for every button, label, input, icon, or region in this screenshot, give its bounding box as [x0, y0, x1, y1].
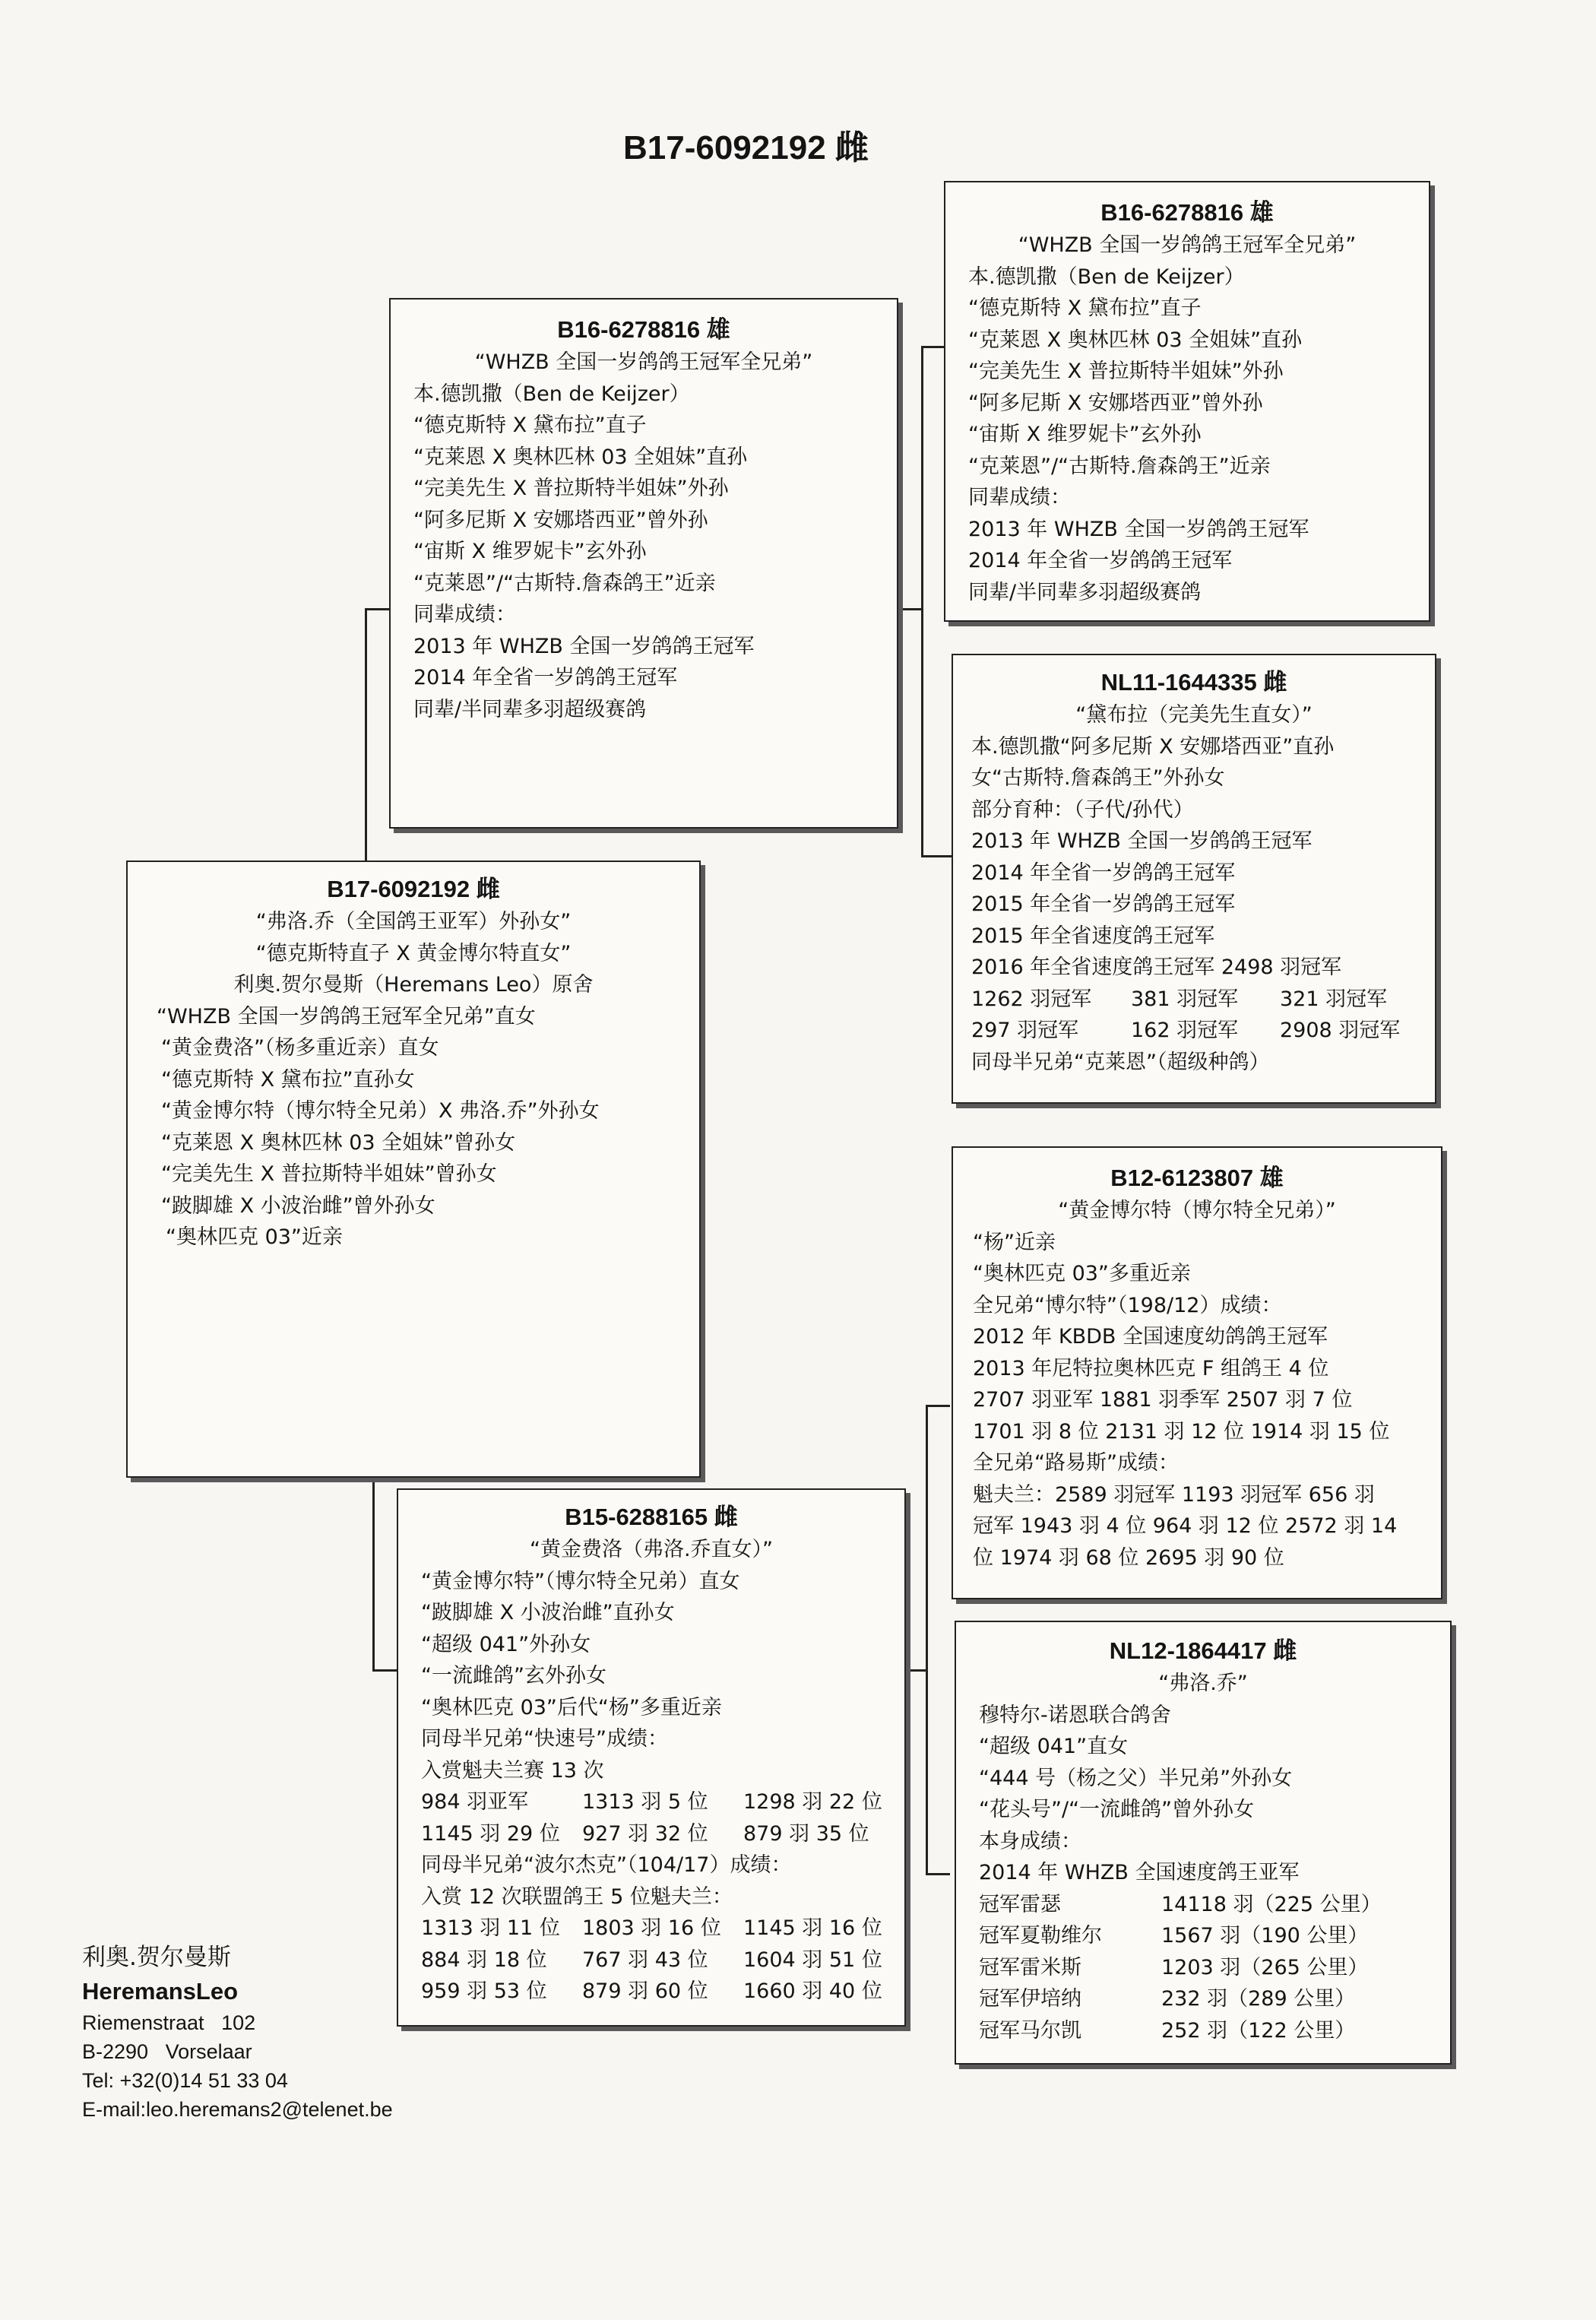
dam-dam-result-row [979, 1889, 1450, 1921]
subject-line: “德克斯特 X 黛布拉”直孙女 [161, 1067, 415, 1092]
breeder-phone: Tel: +32(0)14 51 33 04 [82, 2069, 288, 2092]
sire-line: “克莱恩”/“古斯特.詹森鸽王”近亲 [413, 571, 716, 595]
connector-dam-right-top [926, 1405, 950, 1407]
sire-box [389, 298, 898, 829]
sire-line: 同辈成绩： [413, 603, 516, 626]
sire-sire-line: “完美先生 X 普拉斯特半姐妹”外孙 [968, 360, 1284, 383]
sire-dam-line: 2015 年全省速度鸽王冠军 [971, 924, 1215, 948]
sire-dam-result-cell: 1262 羽冠军 [971, 987, 1092, 1011]
dam-sire-line: 2012 年 KBDB 全国速度幼鸽鸽王冠军 [973, 1325, 1328, 1349]
sire-dam-result-cell: 381 羽冠军 [1131, 987, 1239, 1011]
dam-dam-result-row [979, 1920, 1450, 1952]
dam-sire-box [952, 1146, 1442, 1599]
connector-dam-right-vertical [926, 1405, 928, 1875]
dam-line: “超级 041”外孙女 [421, 1632, 591, 1656]
page-title: B17-6092192 雌 [623, 129, 869, 166]
sire-sire-line: 本.德凯撒（Ben de Keijzer） [968, 265, 1245, 289]
dam-dam-line: “花头号”/“一流雌鸽”曾外孙女 [979, 1798, 1255, 1821]
sire-line: “克莱恩 X 奥林匹林 03 全姐妹”直孙 [413, 445, 748, 469]
dam-dam-line: “超级 041”直女 [979, 1735, 1129, 1758]
sire-dam-result-cell: 321 羽冠军 [1280, 987, 1388, 1011]
sire-dam-line: “黛布拉（完美先生直女）” [1075, 703, 1313, 727]
dam-sire-ring-number: B12-6123807 雄 [1110, 1165, 1284, 1191]
breeder-name: HeremansLeo [82, 1978, 239, 2005]
sire-line: “完美先生 X 普拉斯特半姐妹”外孙 [413, 477, 729, 500]
sire-ring-number: B16-6278816 雄 [557, 316, 730, 343]
sire-line: 2014 年全省一岁鸽鸽王冠军 [413, 666, 678, 689]
breeder-city: B-2290 Vorselaar [82, 2040, 252, 2063]
sire-sire-line: “克莱恩 X 奥林匹林 03 全姐妹”直孙 [968, 328, 1303, 352]
sire-sire-line: 同辈/半同辈多羽超级赛鸽 [968, 580, 1202, 604]
breeder-name-chinese: 利奥.贺尔曼斯 [82, 1944, 231, 1971]
dam-dam-race-result: 1203 羽（265 公里） [1161, 1955, 1369, 1979]
sire-dam-result-cell: 162 羽冠军 [1131, 1019, 1239, 1042]
dam-result-cell: 879 羽 60 位 [582, 1979, 708, 2003]
dam-line: “奥林匹克 03”后代“杨”多重近亲 [421, 1695, 722, 1719]
sire-line: “阿多尼斯 X 安娜塔西亚”曾外孙 [413, 508, 708, 532]
dam-sire-line: 1701 羽 8 位 2131 羽 12 位 1914 羽 15 位 [973, 1419, 1390, 1444]
sire-sire-line: 同辈成绩： [968, 486, 1071, 509]
connector-sire-bottom [921, 855, 952, 857]
sire-dam-line: 本.德凯撒“阿多尼斯 X 安娜塔西亚”直孙 [971, 734, 1335, 759]
dam-result-cell: 1145 羽 29 位 [421, 1821, 560, 1846]
sire-line: “宙斯 X 维罗妮卡”玄外孙 [413, 540, 647, 563]
dam-sire-line: 2707 羽亚军 1881 羽季军 2507 羽 7 位 [973, 1388, 1353, 1412]
dam-sire-line: “杨”近亲 [973, 1230, 1056, 1254]
dam-line: “黄金费洛（弗洛.乔直女）” [529, 1538, 774, 1561]
dam-dam-line: “444 号（杨之父）半兄弟”外孙女 [979, 1766, 1293, 1790]
sire-line: “德克斯特 X 黛布拉”直子 [413, 414, 647, 437]
sire-dam-line: 同母半兄弟“克莱恩”（超级种鸽） [971, 1050, 1270, 1074]
dam-dam-box [955, 1621, 1452, 2065]
sire-line: “WHZB 全国一岁鸽鸽王冠军全兄弟” [474, 350, 813, 374]
subject-line: “黄金费洛”（杨多重近亲）直女 [161, 1036, 439, 1060]
subject-line: “WHZB 全国一岁鸽鸽王冠军全兄弟”直女 [157, 1004, 536, 1028]
dam-result-cell: 927 羽 32 位 [582, 1821, 708, 1846]
dam-dam-ring-number: NL12-1864417 雌 [1109, 1637, 1297, 1664]
breeder-contact [82, 1940, 477, 2124]
sire-line: 本.德凯撒（Ben de Keijzer） [413, 382, 690, 406]
dam-sire-line: 全兄弟“路易斯”成绩： [973, 1451, 1179, 1475]
subject-line: “德克斯特直子 X 黄金博尔特直女” [255, 941, 572, 965]
dam-dam-race-result: 252 羽（122 公里） [1161, 2018, 1356, 2043]
sire-dam-line: 2014 年全省一岁鸽鸽王冠军 [971, 860, 1236, 885]
breeder-email[interactable]: E-mail:leo.heremans2@telenet.be [82, 2098, 393, 2121]
sire-sire-line: “克莱恩”/“古斯特.詹森鸽王”近亲 [968, 454, 1271, 478]
connector-dam-right-bottom [926, 1873, 950, 1875]
connector-dam-vertical [372, 1481, 375, 1671]
dam-result-cell: 1604 羽 51 位 [743, 1948, 882, 1972]
dam-result-cell: 879 羽 35 位 [743, 1821, 869, 1846]
dam-sire-line: 位 1974 羽 68 位 2695 羽 90 位 [973, 1545, 1284, 1570]
sire-sire-line: 2013 年 WHZB 全国一岁鸽鸽王冠军 [968, 517, 1309, 541]
sire-dam-result-row [971, 1015, 1435, 1047]
sire-dam-line: 2013 年 WHZB 全国一岁鸽鸽王冠军 [971, 829, 1313, 853]
dam-dam-race: 冠军马尔凯 [979, 2018, 1081, 2043]
breeder-street: Riemenstraat 102 [82, 2011, 256, 2034]
sire-sire-line: “WHZB 全国一岁鸽鸽王冠军全兄弟” [1018, 233, 1357, 257]
dam-dam-race-result: 1567 羽（190 公里） [1161, 1924, 1369, 1948]
sire-dam-result-cell: 297 羽冠军 [971, 1019, 1079, 1042]
dam-line: 入赏魁夫兰赛 13 次 [421, 1758, 604, 1783]
sire-sire-line: 2014 年全省一岁鸽鸽王冠军 [968, 549, 1233, 572]
sire-sire-line: “德克斯特 X 黛布拉”直子 [968, 296, 1202, 320]
dam-result-row [421, 1818, 904, 1850]
sire-line: 2013 年 WHZB 全国一岁鸽鸽王冠军 [413, 634, 755, 658]
sire-dam-result-row [971, 984, 1435, 1016]
connector-subject-sire [365, 608, 389, 610]
sire-dam-line: 2015 年全省一岁鸽鸽王冠军 [971, 892, 1236, 916]
subject-line: “黄金博尔特（博尔特全兄弟）X 弗洛.乔”外孙女 [161, 1099, 600, 1123]
sire-dam-box [952, 654, 1436, 1104]
subject-line: “弗洛.乔（全国鸽王亚军）外孙女” [255, 910, 572, 933]
dam-line: “黄金博尔特”（博尔特全兄弟）直女 [421, 1569, 740, 1593]
dam-dam-result-row [979, 1983, 1450, 2015]
subject-line: 利奥.贺尔曼斯（Heremans Leo）原舍 [233, 973, 594, 997]
dam-result-cell: 1313 羽 5 位 [582, 1790, 708, 1814]
dam-sire-line: 全兄弟“博尔特”（198/12）成绩： [973, 1293, 1282, 1317]
dam-result-row [421, 1944, 904, 1976]
dam-dam-race: 冠军雷瑟 [979, 1892, 1061, 1916]
dam-result-cell: 1803 羽 16 位 [582, 1916, 721, 1940]
subject-line: “完美先生 X 普拉斯特半姐妹”曾孙女 [161, 1162, 497, 1186]
connector-subject-vertical [365, 608, 367, 860]
dam-dam-result-row [979, 1952, 1450, 1984]
dam-dam-line: “弗洛.乔” [1158, 1672, 1248, 1695]
sire-dam-line: 女“古斯特.詹森鸽王”外孙女 [971, 766, 1225, 790]
subject-line: “跛脚雄 X 小波治雌”曾外孙女 [161, 1193, 435, 1218]
dam-sire-line: 魁夫兰：2589 羽冠军 1193 羽冠军 656 羽 [973, 1482, 1375, 1507]
connector-dam-tick [372, 1669, 397, 1672]
dam-dam-line: 穆特尔-诺恩联合鸽舍 [979, 1703, 1171, 1727]
dam-result-cell: 1660 羽 40 位 [743, 1979, 882, 2003]
sire-sire-ring-number: B16-6278816 雄 [1100, 199, 1274, 226]
connector-sire-mid [898, 608, 923, 610]
subject-ring-number: B17-6092192 雌 [327, 876, 500, 902]
sire-sire-box [944, 181, 1430, 622]
dam-ring-number: B15-6288165 雌 [565, 1504, 738, 1530]
dam-result-row [421, 1913, 904, 1944]
dam-dam-result-row [979, 2015, 1450, 2047]
dam-result-cell: 884 羽 18 位 [421, 1948, 547, 1972]
connector-sire-vertical [921, 346, 923, 857]
sire-sire-line: “宙斯 X 维罗妮卡”玄外孙 [968, 423, 1202, 446]
dam-result-row [421, 1976, 904, 2008]
dam-dam-race: 冠军雷米斯 [979, 1955, 1081, 1979]
dam-sire-line: “奥林匹克 03”多重近亲 [973, 1262, 1191, 1285]
dam-dam-race: 冠军伊培纳 [979, 1987, 1081, 2011]
connector-sire-top [921, 346, 944, 348]
sire-dam-ring-number: NL11-1644335 雌 [1100, 669, 1287, 696]
dam-dam-race: 冠军夏勒维尔 [979, 1924, 1102, 1948]
dam-dam-race-result: 232 羽（289 公里） [1161, 1987, 1356, 2011]
dam-line: “一流雌鸽”玄外孙女 [421, 1664, 606, 1688]
dam-result-cell: 959 羽 53 位 [421, 1979, 547, 2003]
dam-result-cell: 1313 羽 11 位 [421, 1916, 560, 1940]
dam-result-cell: 767 羽 43 位 [582, 1948, 708, 1972]
dam-result-row [421, 1786, 904, 1818]
dam-dam-line: 本身成绩： [979, 1829, 1081, 1853]
dam-line: “跛脚雄 X 小波治雌”直孙女 [421, 1601, 675, 1624]
sire-line: 同辈/半同辈多羽超级赛鸽 [413, 697, 647, 721]
subject-line: “克莱恩 X 奥林匹林 03 全姐妹”曾孙女 [161, 1130, 516, 1155]
dam-result-cell: 984 羽亚军 [421, 1790, 529, 1814]
dam-sire-line: 2013 年尼特拉奥林匹克 F 组鸽王 4 位 [973, 1356, 1329, 1380]
dam-line: 同母半兄弟“快速号”成绩： [421, 1727, 668, 1751]
sire-dam-line: 部分育种：（子代/孙代） [971, 797, 1194, 822]
dam-line: 入赏 12 次联盟鸽王 5 位魁夫兰： [421, 1884, 733, 1909]
dam-dam-line: 2014 年 WHZB 全国速度鸽王亚军 [979, 1861, 1300, 1884]
sire-dam-line: 2016 年全省速度鸽王冠军 2498 羽冠军 [971, 956, 1342, 979]
subject-box [126, 860, 701, 1478]
sire-dam-result-cell: 2908 羽冠军 [1280, 1019, 1401, 1042]
dam-result-cell: 1298 羽 22 位 [743, 1790, 882, 1814]
subject-line: “奥林匹克 03”近亲 [166, 1225, 343, 1249]
sire-sire-line: “阿多尼斯 X 安娜塔西亚”曾外孙 [968, 391, 1263, 415]
dam-result-cell: 1145 羽 16 位 [743, 1916, 882, 1940]
connector-dam-right-mid [906, 1669, 927, 1672]
dam-sire-line: 冠军 1943 羽 4 位 964 羽 12 位 2572 羽 14 [973, 1514, 1398, 1538]
dam-dam-race-result: 14118 羽（225 公里） [1161, 1892, 1382, 1916]
dam-line: 同母半兄弟“波尔杰克”（104/17）成绩： [421, 1853, 792, 1877]
dam-sire-line: “黄金博尔特（博尔特全兄弟）” [1058, 1199, 1336, 1222]
